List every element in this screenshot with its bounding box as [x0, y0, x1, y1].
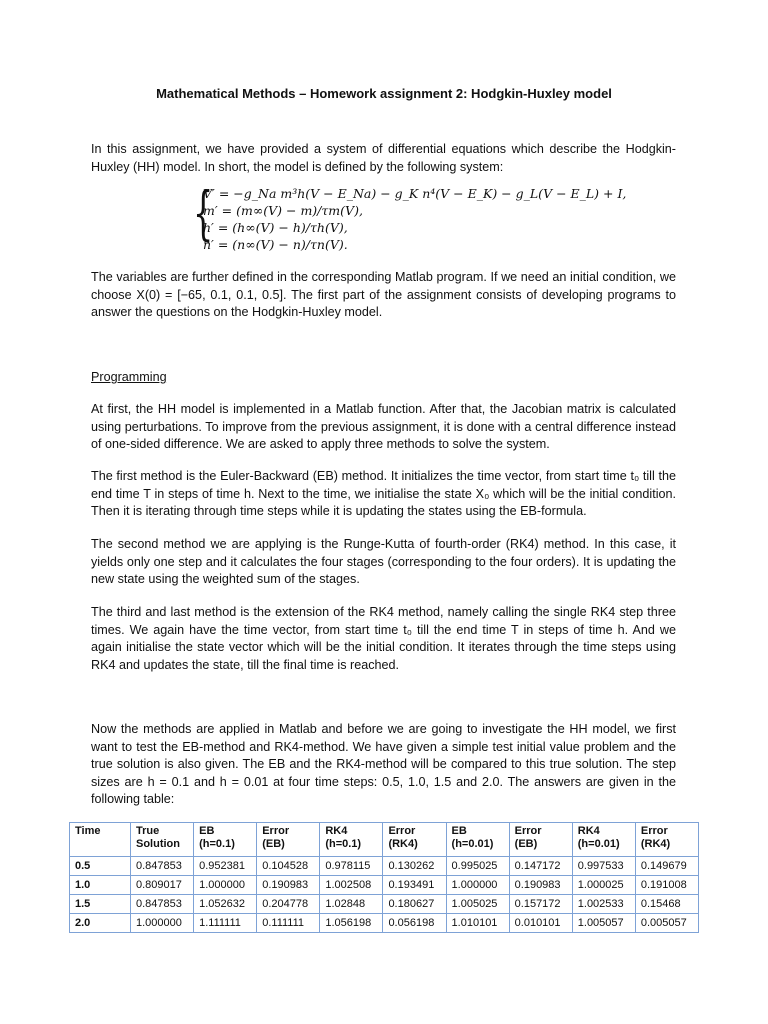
table-row	[70, 895, 699, 914]
initial-condition-paragraph: The variables are further defined in the corresponding Matlab program. If we need an initial condition, we choose X(0) = [−65, 0.1, 0.1, 0.5]. The first part of the assignment consists of developing programs to answer the questions on the Hodgkin-Huxley model.	[91, 270, 676, 319]
table-cell: 0.190983	[257, 876, 320, 895]
table-cell: 0.111111	[257, 914, 320, 933]
equation-h: h′ = (h∞(V) − h)/τh(V),	[203, 220, 348, 235]
programming-paragraph: At first, the HH model is implemented in a Matlab function. After that, the Jacobian matrix is calculated using perturbations. To improve from the previous assignment, it is done with a central difference instead of one-sided difference. We are asked to apply three methods to solve the system.	[91, 402, 676, 451]
table-cell: 0.005057	[635, 914, 698, 933]
table-cell: 0.056198	[383, 914, 446, 933]
rk4-paragraph: The second method we are applying is the Runge-Kutta of fourth-order (RK4) method. In this case, it yields only one step and it calculates the four stages (corresponding to the four orders). It is updating the new state using the weighted sum of the stages.	[91, 537, 676, 586]
header-rk4-h001: RK4 (h=0.01)	[572, 823, 635, 857]
table-cell: 0.149679	[635, 857, 698, 876]
table-row	[70, 876, 699, 895]
rk4-extension-paragraph: The third and last method is the extension of the RK4 method, namely calling the single RK4 step three times. We again have the time vector, from start time t₀ till the end time T in steps of time h. And we again initialise the state vector which will be the initial condition. It iterates through the time steps using RK4 and updates the state, till the final time is reached.	[91, 605, 676, 672]
table-cell: 1.000000	[194, 876, 257, 895]
document-title: Mathematical Methods – Homework assignment 2: Hodgkin-Huxley model	[156, 86, 612, 101]
table-cell: 0.180627	[383, 895, 446, 914]
header-time: Time	[70, 823, 131, 857]
table-cell: 1.000000	[131, 914, 194, 933]
table-cell: 0.130262	[383, 857, 446, 876]
table-row	[70, 914, 699, 933]
hh-equation-system	[193, 179, 627, 254]
table-cell: 1.056198	[320, 914, 383, 933]
table-cell-time: 1.5	[70, 895, 131, 914]
table-cell-time: 2.0	[70, 914, 131, 933]
table-cell: 0.952381	[194, 857, 257, 876]
table-cell: 0.978115	[320, 857, 383, 876]
header-true-solution: True Solution	[131, 823, 194, 857]
table-cell: 0.995025	[446, 857, 509, 876]
table-cell: 1.02848	[320, 895, 383, 914]
table-cell: 1.005057	[572, 914, 635, 933]
table-header-row	[70, 823, 699, 857]
header-error-rk4-h001: Error (RK4)	[635, 823, 698, 857]
header-error-eb-h001: Error (EB)	[509, 823, 572, 857]
table-cell: 0.847853	[131, 895, 194, 914]
table-cell: 0.809017	[131, 876, 194, 895]
equation-brace: {	[193, 179, 214, 247]
header-error-rk4-h01: Error (RK4)	[383, 823, 446, 857]
table-cell: 1.000000	[446, 876, 509, 895]
test-paragraph: Now the methods are applied in Matlab and before we are going to investigate the HH model, we first want to test the EB-method and RK4-method. We have given a simple test initial value problem and the true solution is also given. The EB and the RK4-method will be compared to this true solution. The step sizes are h = 0.1 and h = 0.01 at four time steps: 0.5, 1.0, 1.5 and 2.0. The answers are given in the following table:	[91, 722, 676, 806]
equation-v: V′ = −g_Na m³h(V − E_Na) − g_K n⁴(V − E_K) − g_L(V − E_L) + I,	[203, 186, 627, 201]
euler-backward-paragraph: The first method is the Euler-Backward (EB) method. It initializes the time vector, from start time t₀ till the end time T in steps of time h. Next to the time, we initialise the state X₀ which will be the initial condition. Then it is iterating through time steps while it is updating the states using the EB-formula.	[91, 469, 676, 518]
table-cell: 1.010101	[446, 914, 509, 933]
equation-m: m′ = (m∞(V) − m)/τm(V),	[203, 203, 363, 218]
table-cell: 1.052632	[194, 895, 257, 914]
header-eb-h001: EB (h=0.01)	[446, 823, 509, 857]
table-cell: 1.000025	[572, 876, 635, 895]
programming-heading: Programming	[91, 370, 167, 384]
table-row	[70, 857, 699, 876]
table-cell: 0.204778	[257, 895, 320, 914]
table-cell: 1.111111	[194, 914, 257, 933]
header-rk4-h01: RK4 (h=0.1)	[320, 823, 383, 857]
table-cell: 1.002533	[572, 895, 635, 914]
table-cell: 0.104528	[257, 857, 320, 876]
table-cell: 0.157172	[509, 895, 572, 914]
table-cell: 0.193491	[383, 876, 446, 895]
equation-n: n′ = (n∞(V) − n)/τn(V).	[203, 237, 348, 252]
table-cell: 1.005025	[446, 895, 509, 914]
header-eb-h01: EB (h=0.1)	[194, 823, 257, 857]
table-cell: 0.147172	[509, 857, 572, 876]
table-cell-time: 0.5	[70, 857, 131, 876]
table-cell: 0.190983	[509, 876, 572, 895]
table-cell: 0.010101	[509, 914, 572, 933]
table-cell-time: 1.0	[70, 876, 131, 895]
table-cell: 0.997533	[572, 857, 635, 876]
table-cell: 1.002508	[320, 876, 383, 895]
intro-paragraph: In this assignment, we have provided a system of differential equations which describe the Hodgkin-Huxley (HH) model. In short, the model is defined by the following system:	[91, 142, 676, 174]
header-error-eb-h01: Error (EB)	[257, 823, 320, 857]
table-cell: 0.191008	[635, 876, 698, 895]
results-table	[69, 822, 699, 933]
table-cell: 0.847853	[131, 857, 194, 876]
table-cell: 0.15468	[635, 895, 698, 914]
